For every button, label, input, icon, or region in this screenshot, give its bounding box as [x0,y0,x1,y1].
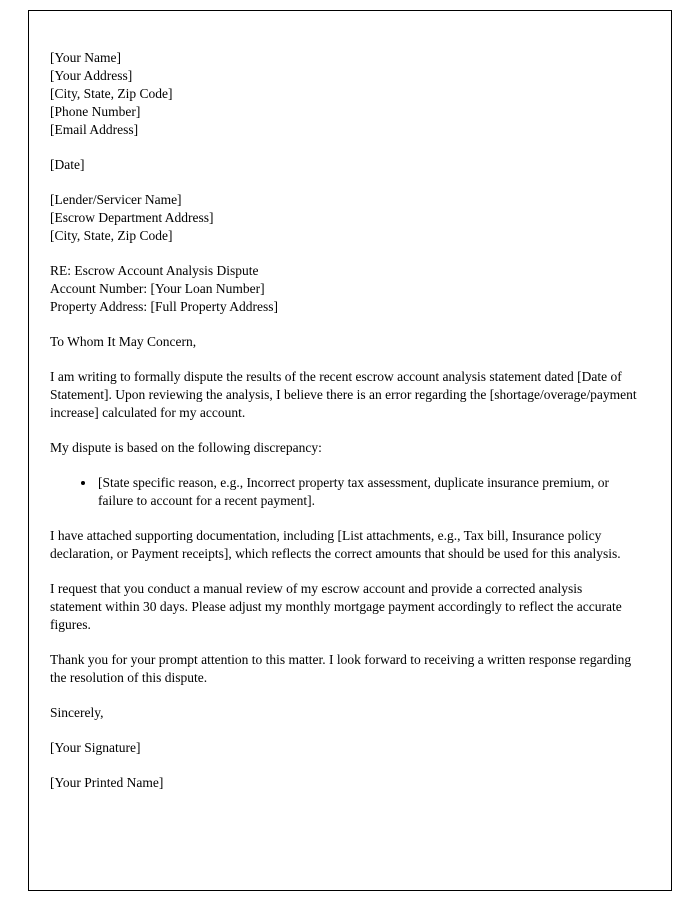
printed-name-placeholder: [Your Printed Name] [50,775,164,790]
recipient-name: [Lender/Servicer Name] [50,192,182,207]
subject-property-line: Property Address: [Full Property Address] [50,299,278,314]
dispute-reason-list [50,474,637,510]
letter-page [28,10,672,891]
paragraph-2: My dispute is based on the following discrepancy: [50,440,322,455]
paragraph-1: I am writing to formally dispute the results of the recent escrow account analysis statement dated [Date of Statement]. Upon reviewing the analysis, I believe there is an error regarding the [shortage/overage/payment increase] calculated for my account. [50,369,637,420]
recipient-block [50,191,637,245]
sender-name: [Your Name] [50,50,121,65]
recipient-city-state-zip: [City, State, Zip Code] [50,228,173,243]
subject-account-line: Account Number: [Your Loan Number] [50,281,265,296]
dispute-reason-item: • [State specific reason, e.g., Incorrect property tax assessment, duplicate insurance premium, or failure to account for a recent payment]. [96,474,637,510]
sender-phone: [Phone Number] [50,104,141,119]
date-block [50,156,637,174]
closing: Sincerely, [50,705,104,720]
subject-re-line: RE: Escrow Account Analysis Dispute [50,263,259,278]
subject-block [50,262,637,316]
sender-city-state-zip: [City, State, Zip Code] [50,86,173,101]
paragraph-3: I have attached supporting documentation, including [List attachments, e.g., Tax bill, Insurance policy declaration, or Payment receipts], which reflects the correct amounts that should be used for this analysis. [50,528,621,561]
signature-placeholder: [Your Signature] [50,740,141,755]
sender-address: [Your Address] [50,68,133,83]
letter-content [29,11,671,792]
paragraph-5: Thank you for your prompt attention to this matter. I look forward to receiving a written response regarding the resolution of this dispute. [50,652,632,685]
salutation: To Whom It May Concern, [50,334,197,349]
paragraph-4: I request that you conduct a manual review of my escrow account and provide a corrected analysis statement within 30 days. Please adjust my monthly mortgage payment accordingly to reflect the accurate figures. [50,581,622,632]
sender-block [50,49,637,139]
date-line: [Date] [50,157,85,172]
recipient-department: [Escrow Department Address] [50,210,214,225]
sender-email: [Email Address] [50,122,139,137]
